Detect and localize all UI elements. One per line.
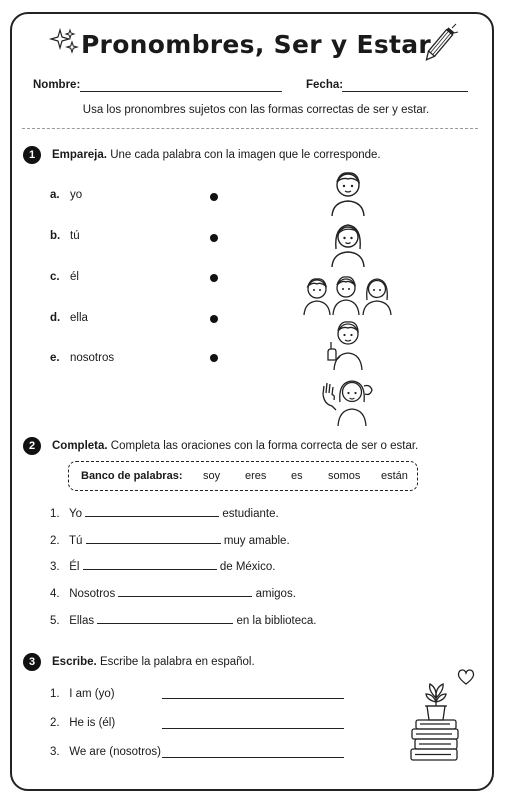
sentence-4: 4. Nosotros amigos.	[50, 588, 296, 600]
bank-word: es	[291, 470, 303, 482]
write-field-2[interactable]	[162, 728, 344, 729]
sentence-5: 5. Ellas en la biblioteca.	[50, 615, 317, 627]
section-1-number: 1	[23, 146, 41, 164]
section-3-title: Escribe.	[52, 656, 97, 668]
pencil-icon	[418, 24, 458, 68]
write-field-1[interactable]	[162, 698, 344, 699]
blank-field[interactable]	[97, 623, 233, 624]
section-3-text: Escribe la palabra en español.	[99, 656, 255, 668]
boy-pointing-icon[interactable]	[322, 318, 370, 372]
name-label: Nombre:	[33, 79, 81, 91]
sentence-2: 2. Tú muy amable.	[50, 535, 290, 547]
bank-word: están	[381, 470, 408, 482]
section-2-text: Completa las oraciones con la forma correcta de ser o estar.	[110, 440, 419, 452]
section-1-heading	[52, 149, 381, 161]
word-bank-label: Banco de palabras:	[81, 470, 183, 482]
section-1-text: Une cada palabra con la imagen que le corresponde.	[110, 149, 381, 161]
write-item-3: 3. We are (nosotros)	[50, 746, 162, 758]
match-dot-d[interactable]	[210, 315, 218, 323]
match-item-b: b. tú	[50, 230, 80, 242]
bank-word: somos	[328, 470, 361, 482]
match-dot-a[interactable]	[210, 193, 218, 201]
match-item-a: a. yo	[50, 189, 83, 201]
date-label: Fecha:	[306, 79, 344, 91]
date-field[interactable]	[342, 91, 468, 92]
girl-icon[interactable]	[328, 219, 368, 269]
sentence-3: 3. Él de México.	[50, 561, 276, 573]
blank-field[interactable]	[86, 543, 221, 544]
blank-field[interactable]	[118, 596, 252, 597]
page-title: Pronombres, Ser y Estar	[80, 30, 432, 59]
girl-waving-icon[interactable]	[320, 376, 376, 428]
divider	[22, 128, 478, 129]
write-item-1: 1. I am (yo)	[50, 688, 115, 700]
bank-word: eres	[245, 470, 267, 482]
match-dot-c[interactable]	[210, 274, 218, 282]
match-item-e: e. nosotros	[50, 352, 115, 364]
write-item-2: 2. He is (él)	[50, 717, 116, 729]
section-2-heading	[52, 440, 418, 452]
match-dot-e[interactable]	[210, 354, 218, 362]
books-plant-icon	[406, 680, 466, 768]
match-dot-b[interactable]	[210, 234, 218, 242]
word-bank	[68, 461, 418, 491]
section-1-title: Empareja.	[52, 149, 107, 161]
match-item-c: c. él	[50, 271, 79, 283]
instructions: Usa los pronombres sujetos con las formas correctas de ser y estar.	[82, 104, 430, 116]
blank-field[interactable]	[85, 516, 219, 517]
group-icon[interactable]	[302, 272, 392, 316]
section-3-heading	[52, 656, 255, 668]
name-field[interactable]	[80, 91, 282, 92]
sentence-1: 1. Yo estudiante.	[50, 508, 279, 520]
section-2-number: 2	[23, 437, 41, 455]
section-2-title: Completa.	[52, 440, 108, 452]
section-3-number: 3	[23, 653, 41, 671]
blank-field[interactable]	[83, 569, 217, 570]
match-item-d: d. ella	[50, 312, 88, 324]
write-field-3[interactable]	[162, 757, 344, 758]
bank-word: soy	[203, 470, 221, 482]
boy-icon[interactable]	[328, 168, 368, 218]
